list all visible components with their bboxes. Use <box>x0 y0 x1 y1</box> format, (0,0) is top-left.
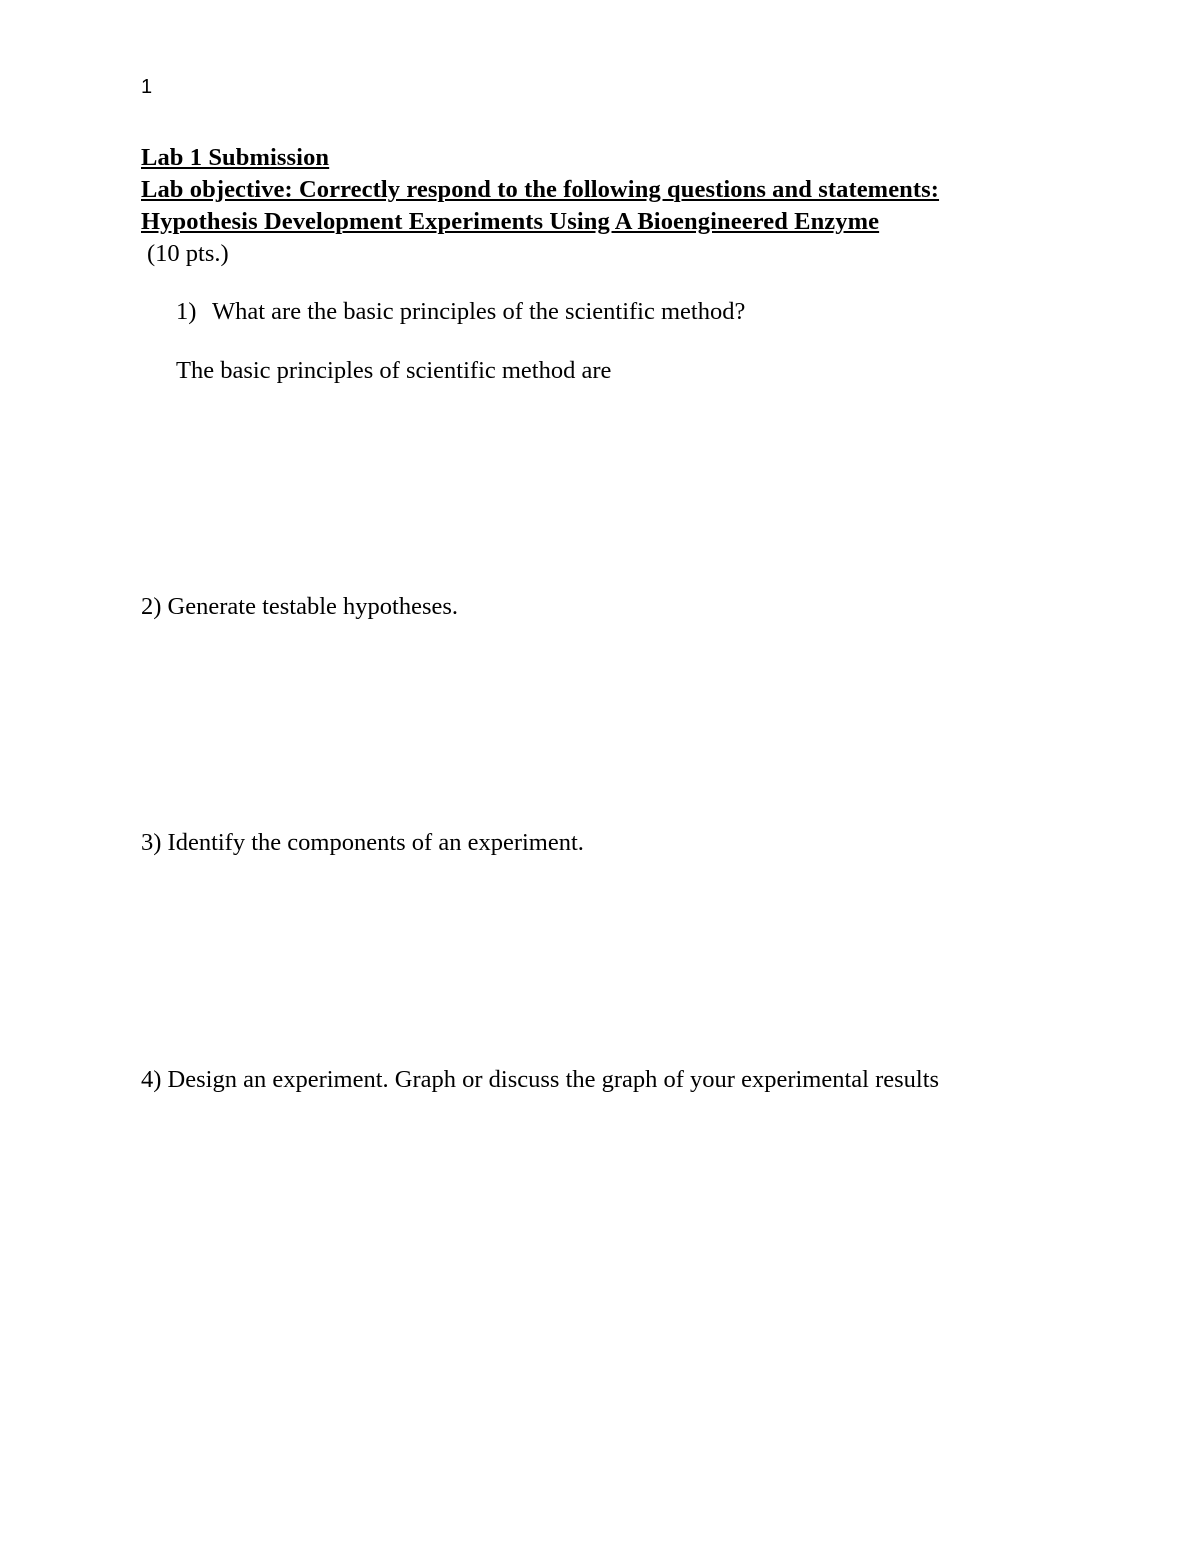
lab-topic: Hypothesis Development Experiments Using A Bioengineered Enzyme <box>141 208 880 235</box>
page-number: 1 <box>141 76 153 98</box>
question-1-number: 1) <box>176 298 197 325</box>
lab-title: Lab 1 Submission <box>141 144 330 171</box>
points-label: (10 pts.) <box>147 240 229 267</box>
lab-objective: Lab objective: Correctly respond to the following questions and statements: <box>141 176 940 203</box>
question-4: 4) Design an experiment. Graph or discuss the graph of your experimental results <box>141 1066 940 1093</box>
question-1 <box>176 296 745 328</box>
question-1-text: What are the basic principles of the scientific method? <box>212 298 746 325</box>
answer-1: The basic principles of scientific method are <box>176 357 612 384</box>
question-2: 2) Generate testable hypotheses. <box>141 593 459 620</box>
question-3: 3) Identify the components of an experiment. <box>141 829 584 856</box>
